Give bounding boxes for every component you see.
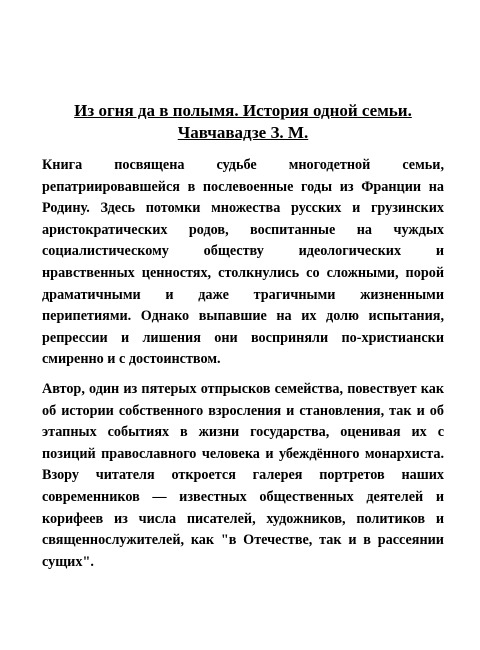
paragraph-author: Автор, один из пятерых отпрысков семейства, повествует как об истории собственного взросления и становления, так и об этапных событиях в жизни государства, оценивая их с позиций православного человека и убеждённого монархиста. Взору читателя откроется галерея портретов наших современников — известных общественных деятелей и корифеев из числа писателей, художников, политиков и священнослужителей, как "в Отечестве, так и в рассеянии сущих". [42,380,444,570]
book-title [42,100,444,144]
paragraph-summary: Книга посвящена судьбе многодетной семьи, репатриировавшейся в послевоенные годы из Франции на Родину. Здесь потомки множества русских и грузинских аристократических родов, воспитанные на чуждых социалистическому обществу идеологических и нравственных ценностях, столкнулись со сложными, порой драматичными и даже трагичными жизненными перипетиями. Однако выпавшие на их долю испытания, репрессии и лишения они восприняли по-христиански смиренно и с достоинством. [42,157,444,368]
book-author-line: Чавчавадзе З. М. [177,123,309,142]
book-title-line: Из огня да в полымя. История одной семьи. [74,101,412,120]
document-body [42,100,444,573]
